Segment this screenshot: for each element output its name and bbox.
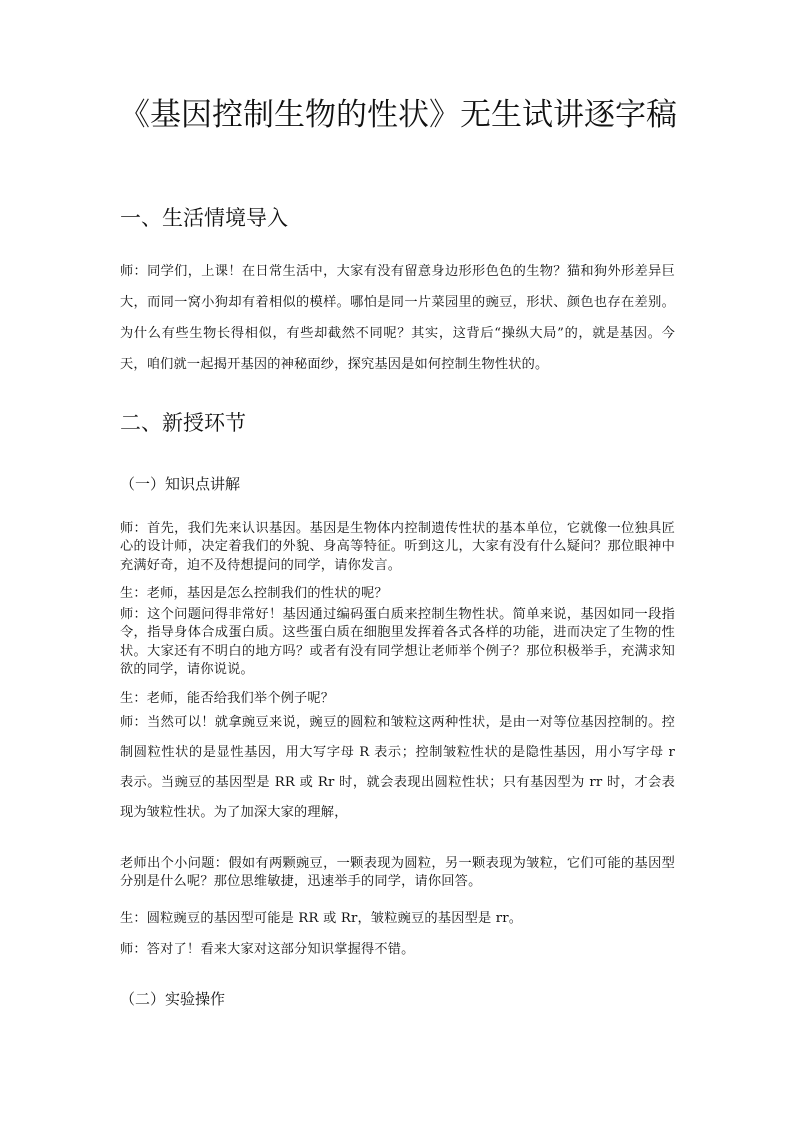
paragraph-intro: 师：同学们，上课！在日常生活中，大家有没有留意身边形形色色的生物？猫和狗外形差异巨大，而同一窝小狗却有着相似的模样。哪怕是同一片菜园里的豌豆，形状、颜色也存在差别。为什么有些生物长得相似，有些却截然不同呢？其实，这背后“操纵大局”的，就是基因。今天，咱们就一起揭开基因的神秘面纱，探究基因是如何控制生物性状的。 xyxy=(120,264,675,372)
paragraph-student-3: 生：圆粒豌豆的基因型可能是 RR 或 Rr，皱粒豌豆的基因型是 rr。 xyxy=(120,911,523,926)
paragraph-teacher-4: 师：答对了！看来大家对这部分知识掌握得不错。 xyxy=(120,942,415,957)
paragraph-teacher-question: 老师出个小问题：假如有两颗豌豆，一颗表现为圆粒，另一颗表现为皱粒，它们可能的基因型分别是什么呢？那位思维敏捷，迅速举手的同学，请你回答。 xyxy=(120,856,675,890)
paragraph-student-2: 生：老师，能否给我们举个例子呢？ xyxy=(120,691,335,706)
subsection-heading-knowledge: （一）知识点讲解 xyxy=(120,475,241,493)
paragraph-teacher-1: 师：首先，我们先来认识基因。基因是生物体内控制遗传性状的基本单位，它就像一位独具匠心的设计师，决定着我们的外貌、身高等特征。听到这儿，大家有没有什么疑问？那位眼神中充满好奇，迫不及待想提问的同学，请你发言。 xyxy=(120,521,675,573)
paragraph-teacher-2: 师：这个问题问得非常好！基因通过编码蛋白质来控制生物性状。简单来说，基因如同一段指令，指导身体合成蛋白质。这些蛋白质在细胞里发挥着各式各样的功能，进而决定了生物的性状。大家还有不明白的地方吗？或者有没有同学想让老师举个例子？那位积极举手，充满求知欲的同学，请你说说。 xyxy=(120,607,675,677)
paragraph-student-1: 生：老师，基因是怎么控制我们的性状的呢？ xyxy=(120,586,388,601)
section-heading-new-lesson: 二、新授环节 xyxy=(120,411,246,435)
subsection-heading-experiment: （二）实验操作 xyxy=(120,990,226,1008)
section-heading-intro: 一、生活情境导入 xyxy=(120,206,288,230)
document-title: 《基因控制生物的性状》无生试讲逐字稿 xyxy=(119,97,677,133)
paragraph-teacher-3: 师：当然可以！就拿豌豆来说，豌豆的圆粒和皱粒这两种性状，是由一对等位基因控制的。控制圆粒性状的是显性基因，用大写字母 R 表示；控制皱粒性状的是隐性基因，用小写字母 r 表示。当豌豆的基因型是 RR 或 Rr 时，就会表现出圆粒性状；只有基因型为 rr 时，才会表现为皱粒性状。为了加深大家的理解， xyxy=(120,715,675,820)
